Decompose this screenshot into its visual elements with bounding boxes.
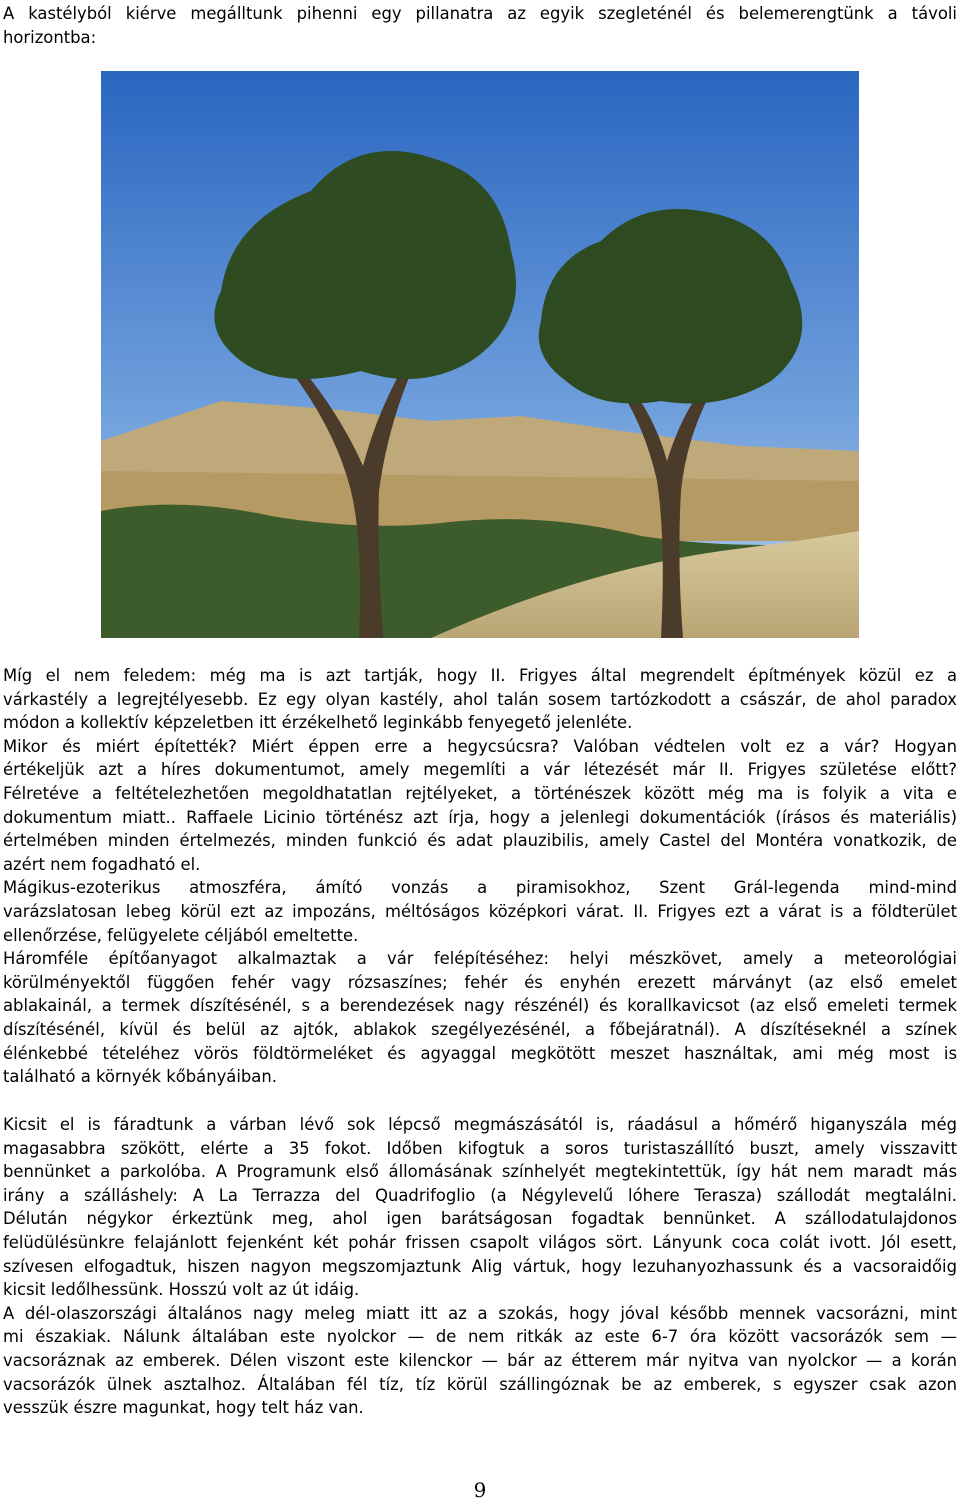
second-paragraph: [3, 1113, 957, 1420]
page-number: 9: [473, 1478, 487, 1502]
text-line: Kicsit el is fáradtunk a várban lévő sok lépcső megmászásától is, ráadásul a hőmérő higanyszála még: [3, 1115, 957, 1134]
landscape-photo: [101, 71, 859, 638]
text-line: élénkebbé tételéhez vörös földtörmeléket és agyaggal megkötött meszet használtak, ami még most is: [3, 1043, 957, 1063]
text-line: Háromféle építőanyagot alkalmaztak a vár felépítéséhez: helyi mészkövet, amely a meteorológiai: [3, 949, 957, 969]
text-line: vacsorázók ülnek asztalhoz. Általában fél tíz, tíz körül szállingóznak be az emberek, s egyszer csak azon: [3, 1374, 957, 1394]
text-line: vesszük észre magunkat, hogy telt ház van.: [3, 1398, 364, 1418]
text-line: kicsit ledőlhessünk. Hosszú volt az út idáig.: [3, 1280, 360, 1300]
text-line: értékeljük azt a híres dokumentumot, amely megemlíti a vár létezését már II. Frigyes születése előtt?: [3, 760, 957, 780]
text-line: Mikor és miért építették? Miért éppen erre a hegycsúcsra? Valóban védtelen volt ez a vár? Hogyan: [3, 736, 957, 756]
text-line: varázslatosan lebeg körül ezt az impozáns, méltóságos középkori várat. II. Frigyes ezt a várat is a földterület: [3, 901, 957, 921]
text-line: Délután négykor érkeztünk meg, ahol igen barátságosan fogadtak bennünket. A szállodatulajdonos: [3, 1209, 957, 1229]
text-line: felüdülésünkre felajánlott fejenként két pohár frissen csapolt világos sört. Lányunk coca colát ivott. Jól esett,: [3, 1232, 957, 1252]
intro-paragraph: [3, 2, 957, 49]
text-line: értelmében minden értelmezés, minden funkció és adat plauzibilis, amely Castel del Montéra vonatkozik, de: [3, 831, 957, 851]
text-line: magasabbra szökött, elérte a 35 fokot. Időben kifogtuk a soros turistaszállító buszt, amely visszavitt: [3, 1138, 957, 1158]
text-line: várkastély a legrejtélyesebb. Ez egy olyan kastély, ahol talán sosem tartózkodott a császár, de ahol paradox: [3, 689, 957, 709]
text-line: körülményektől függően fehér vagy rózsaszínes; fehér és enyhén erezett márványt (az első emelet: [3, 972, 957, 992]
text-line: azért nem fogadható el.: [3, 854, 201, 874]
text-line: módon a kollektív képzeletben itt érzékelhető leginkább fenyegető jelenléte.: [3, 713, 633, 733]
text-line: található a környék kőbányáiban.: [3, 1067, 277, 1087]
text-line: Míg el nem feledem: még ma is azt tartják, hogy II. Frigyes által megrendelt építmények közül ez a: [3, 666, 957, 685]
text-line: irány a szálláshely: A La Terrazza del Quadrifoglio (a Négylevelű lóhere Terasza) szállodát megtalálni.: [3, 1185, 957, 1205]
text-line: ablakainál, a termek díszítésénél, s a berendezések nagy részénél) és korallkavicsot (az első emeleti termek: [3, 996, 957, 1016]
text-line: A dél-olaszországi általános nagy meleg miatt itt az a szokás, hogy jóval később mennek vacsorázni, mint: [3, 1303, 957, 1323]
text-line: ellenőrzése, felügyelete céljából emeltette.: [3, 925, 359, 945]
text-line: szívesen elfogadtuk, hiszen nagyon megszomjaztunk Alig vártuk, hogy lezuhanyozhassunk és a vacsoraidőig: [3, 1256, 957, 1276]
main-paragraph: [3, 664, 957, 1089]
text-line: dokumentum miatt.. Raffaele Licinio történész azt írja, hogy a jelenlegi dokumentációk (írásos és materiális): [3, 807, 957, 827]
text-line: díszítésénél, kívül és belül az ajtók, ablakok szegélyezésénél, a főbejáratnál). A díszítéseknél a színek: [3, 1019, 957, 1039]
text-line: bennünket a parkolóba. A Programunk első állomásának színhelyét megtekintettük, így hát nem maradt más: [3, 1162, 957, 1182]
text-line: vacsoráznak az emberek. Délen viszont este kilenckor — bár az étterem már nyitva van nyolckor — a korán: [3, 1350, 957, 1370]
text-line: Mágikus-ezoterikus atmoszféra, ámító vonzás a piramisokhoz, Szent Grál-legenda mind-mind: [3, 878, 957, 898]
text-line: Félretéve a feltételezhetően megoldhatatlan rejtélyeket, a történészek között még ma is folyik a vita e: [3, 783, 957, 803]
text-line: A kastélyból kiérve megálltunk pihenni egy pillanatra az egyik szegleténél és belemerengtünk a távoli: [3, 4, 957, 23]
text-line: horizontba:: [3, 27, 97, 47]
text-line: mi északiak. Nálunk általában este nyolckor — de nem ritkák az este 6-7 óra között vacsorázók sem —: [3, 1327, 957, 1347]
